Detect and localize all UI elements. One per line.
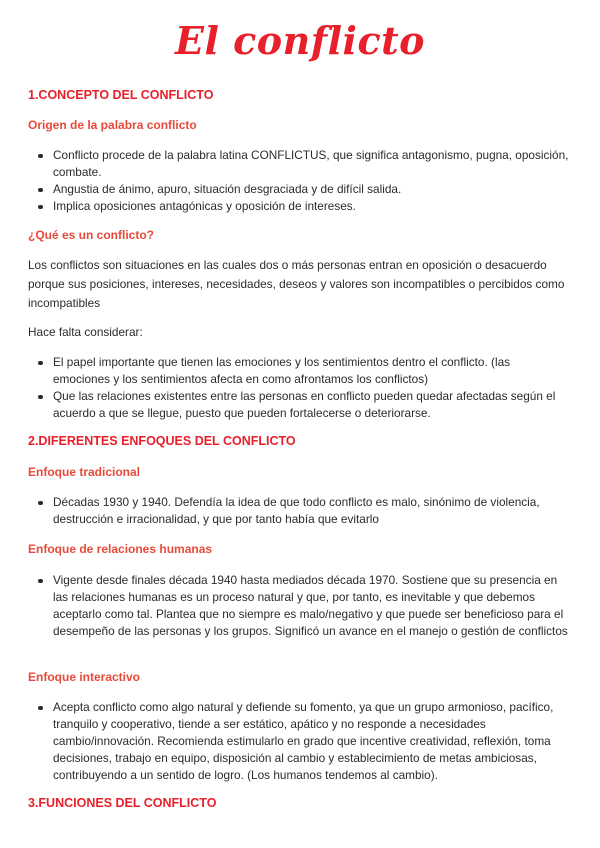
- subheading-relaciones: Enfoque de relaciones humanas: [28, 542, 213, 556]
- section-heading-funciones: 3.FUNCIONES DEL CONFLICTO: [28, 796, 217, 810]
- list-item: Décadas 1930 y 1940. Defendía la idea de que todo conflicto es malo, sinónimo de violencia, destrucción e irracionalidad, y que por tanto había que evitarlo: [28, 494, 570, 528]
- subheading-que-es: ¿Qué es un conflicto?: [28, 228, 155, 242]
- tradicional-list: [28, 494, 570, 528]
- list-item: Que las relaciones existentes entre las personas en conflicto pueden quedar afectadas según el acuerdo a que se llegue, puesto que pueden fortalecerse o deteriorarse.: [28, 388, 570, 422]
- considerar-paragraph: [28, 323, 568, 342]
- interactivo-list: [28, 699, 570, 784]
- list-item: Implica oposiciones antagónicas y oposición de intereses.: [28, 198, 570, 215]
- list-item: Angustia de ánimo, apuro, situación desgraciada y de difícil salida.: [28, 181, 570, 198]
- que-es-paragraph: [28, 256, 568, 313]
- list-item: Conflicto procede de la palabra latina CONFLICTUS, que significa antagonismo, pugna, oposición, combate.: [28, 147, 570, 181]
- list-item: Acepta conflicto como algo natural y defiende su fomento, ya que un grupo armonioso, pacífico, tranquilo y cooperativo, tiende a ser estático, apático y no responde a necesidades cambio/innovación. Recomienda estimularlo en grado que incentive creatividad, reflexión, toma decisiones, trabajo en equipo, disposición al cambio y establecimiento de metas ambiciosas, contribuyendo a un sentido de logro. (Los humanos tendemos al cambio).: [28, 699, 570, 784]
- considerar-list: [28, 354, 570, 422]
- origen-list: [28, 147, 570, 215]
- section-heading-enfoques: 2.DIFERENTES ENFOQUES DEL CONFLICTO: [28, 434, 296, 448]
- document-title: El conflicto: [175, 18, 425, 63]
- relaciones-list: [28, 572, 570, 640]
- paragraph-text: Los conflictos son situaciones en las cuales dos o más personas entran en oposición o desacuerdo porque sus posiciones, intereses, necesidades, deseos y valores son incompatibles o percibidos como incompatibles: [28, 258, 565, 310]
- list-item: El papel importante que tienen las emociones y los sentimientos dentro el conflicto. (las emociones y los sentimientos afecta en como afrontamos los conflictos): [28, 354, 570, 388]
- subheading-origen: Origen de la palabra conflicto: [28, 118, 197, 132]
- list-item: Vigente desde finales década 1940 hasta mediados década 1970. Sostiene que su presencia en las relaciones humanas es un proceso natural y que, por tanto, es inevitable y que debemos aceptarlo como tal. Plantea que no siempre es malo/negativo y que puede ser beneficioso para el desempeño de las personas y los grupos. Significó un avance en el manejo o gestión de conflictos: [28, 572, 570, 640]
- paragraph-text: Hace falta considerar:: [28, 325, 143, 339]
- subheading-tradicional: Enfoque tradicional: [28, 465, 141, 479]
- subheading-interactivo: Enfoque interactivo: [28, 670, 141, 684]
- section-heading-concepto: 1.CONCEPTO DEL CONFLICTO: [28, 88, 214, 102]
